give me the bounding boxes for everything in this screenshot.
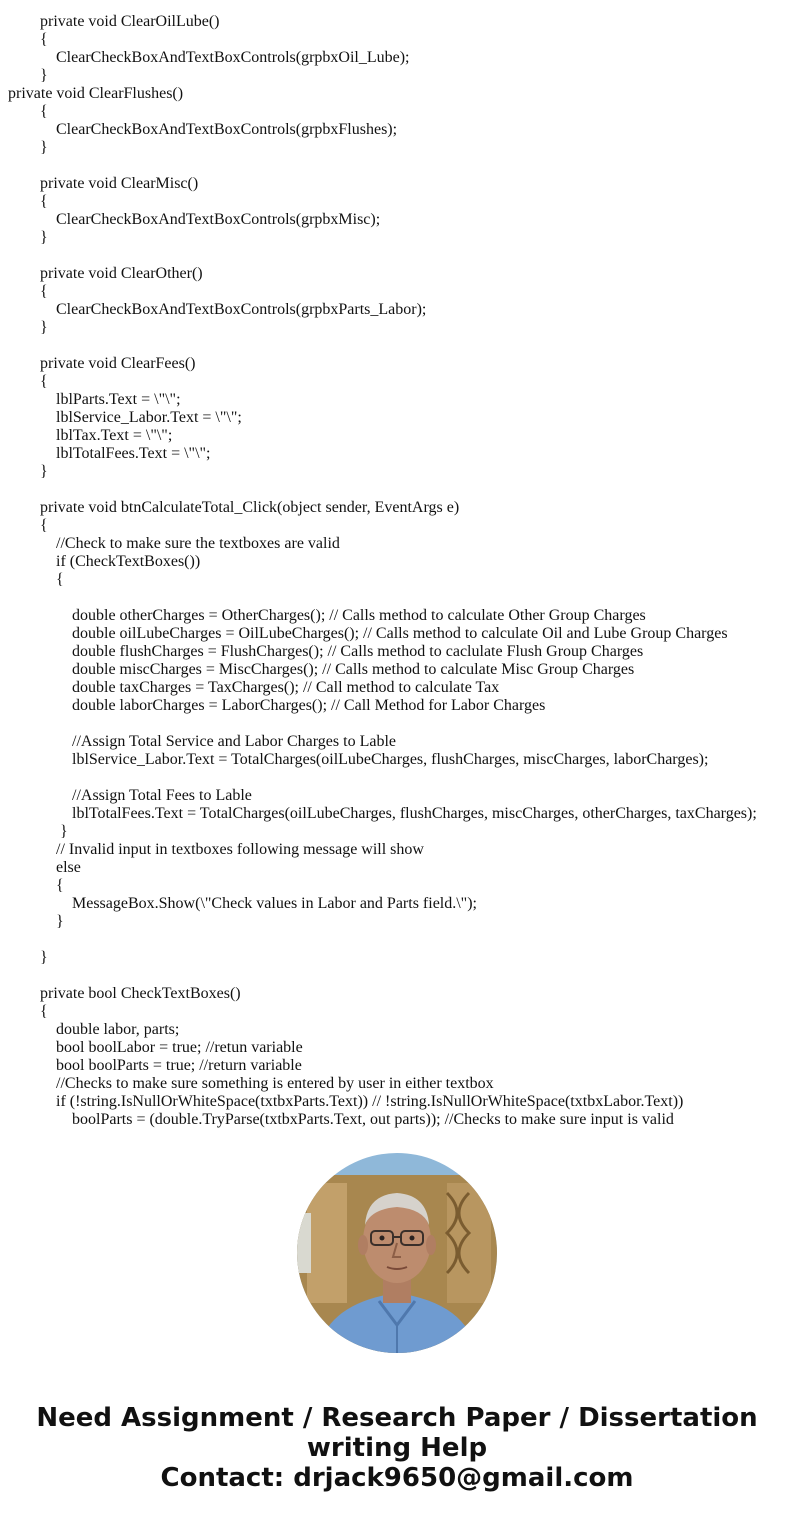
- code-line: private void ClearMisc(): [40, 175, 199, 192]
- code-line: private void ClearFlushes(): [8, 85, 184, 102]
- code-line: lblService_Labor.Text = TotalCharges(oilLubeCharges, flushCharges, miscCharges, laborCharges);: [72, 751, 709, 768]
- banner-line-writing-help: writing Help: [306, 1433, 488, 1463]
- code-line: double laborCharges = LaborCharges(); // Call Method for Labor Charges: [72, 697, 546, 714]
- code-line: }: [40, 463, 48, 480]
- code-line: lblTax.Text = \"\";: [56, 427, 173, 444]
- code-line: {: [40, 193, 48, 210]
- code-line: lblTotalFees.Text = \"\";: [56, 445, 211, 462]
- code-line: lblParts.Text = \"\";: [56, 391, 181, 408]
- code-line: boolParts = (double.TryParse(txtbxParts.Text, out parts)); //Checks to make sure input is valid: [72, 1111, 674, 1128]
- code-line: //Assign Total Fees to Lable: [72, 787, 252, 804]
- banner-line-contact-email: Contact: drjack9650@gmail.com: [160, 1463, 634, 1493]
- banner-line-assignment-help: Need Assignment / Research Paper / Dissertation: [36, 1403, 758, 1433]
- code-listing: [0, 13, 794, 1129]
- code-line: bool boolLabor = true; //retun variable: [56, 1039, 303, 1056]
- code-line: {: [56, 877, 64, 894]
- code-line: else: [56, 859, 81, 876]
- code-line: [0, 589, 794, 607]
- code-line: {: [40, 283, 48, 300]
- code-line: [0, 967, 794, 985]
- code-line: }: [56, 913, 64, 930]
- code-line: {: [40, 1003, 48, 1020]
- code-line: //Assign Total Service and Labor Charges to Lable: [72, 733, 396, 750]
- code-line: double miscCharges = MiscCharges(); // Calls method to calculate Misc Group Charges: [72, 661, 635, 678]
- code-line: [0, 931, 794, 949]
- code-line: }: [40, 949, 48, 966]
- code-line: ClearCheckBoxAndTextBoxControls(grpbxParts_Labor);: [56, 301, 427, 318]
- code-line: }: [40, 139, 48, 156]
- code-line: {: [40, 103, 48, 120]
- code-line: [0, 337, 794, 355]
- author-portrait-icon: [297, 1153, 497, 1353]
- code-line: private bool CheckTextBoxes(): [40, 985, 241, 1002]
- code-line: private void ClearOilLube(): [40, 13, 220, 30]
- code-line: [0, 481, 794, 499]
- code-line: [0, 769, 794, 787]
- code-line: }: [56, 823, 68, 840]
- code-line: if (CheckTextBoxes()): [56, 553, 201, 570]
- code-line: double labor, parts;: [56, 1021, 180, 1038]
- code-line: //Checks to make sure something is entered by user in either textbox: [56, 1075, 494, 1092]
- code-line: ClearCheckBoxAndTextBoxControls(grpbxFlushes);: [56, 121, 398, 138]
- code-line: double flushCharges = FlushCharges(); // Calls method to caclulate Flush Group Charges: [72, 643, 644, 660]
- contact-banner: [0, 1403, 794, 1493]
- code-line: if (!string.IsNullOrWhiteSpace(txtbxParts.Text)) // !string.IsNullOrWhiteSpace(txtbxLabor.Text)): [56, 1093, 684, 1110]
- code-line: ClearCheckBoxAndTextBoxControls(grpbxMisc);: [56, 211, 381, 228]
- code-line: ClearCheckBoxAndTextBoxControls(grpbxOil_Lube);: [56, 49, 410, 66]
- code-line: lblService_Labor.Text = \"\";: [56, 409, 242, 426]
- code-line: MessageBox.Show(\"Check values in Labor and Parts field.\");: [72, 895, 477, 912]
- code-line: }: [40, 319, 48, 336]
- code-line: {: [56, 571, 64, 588]
- code-line: double oilLubeCharges = OilLubeCharges(); // Calls method to calculate Oil and Lube Group Charges: [72, 625, 728, 642]
- code-line: private void ClearFees(): [40, 355, 196, 372]
- code-line: }: [40, 229, 48, 246]
- code-line: [0, 157, 794, 175]
- code-line: double otherCharges = OtherCharges(); // Calls method to calculate Other Group Charges: [72, 607, 646, 624]
- code-line: bool boolParts = true; //return variable: [56, 1057, 302, 1074]
- code-line: [0, 715, 794, 733]
- code-line: //Check to make sure the textboxes are valid: [56, 535, 340, 552]
- code-line: private void btnCalculateTotal_Click(object sender, EventArgs e): [40, 499, 460, 516]
- code-line: {: [40, 373, 48, 390]
- author-photo: [297, 1153, 497, 1353]
- code-line: {: [40, 31, 48, 48]
- code-line: double taxCharges = TaxCharges(); // Call method to calculate Tax: [72, 679, 500, 696]
- code-line: }: [40, 67, 48, 84]
- code-line: private void ClearOther(): [40, 265, 203, 282]
- code-line: // Invalid input in textboxes following message will show: [56, 841, 424, 858]
- code-line: {: [40, 517, 48, 534]
- code-line: lblTotalFees.Text = TotalCharges(oilLubeCharges, flushCharges, miscCharges, otherCharges, taxCharges);: [72, 805, 757, 822]
- code-line: [0, 247, 794, 265]
